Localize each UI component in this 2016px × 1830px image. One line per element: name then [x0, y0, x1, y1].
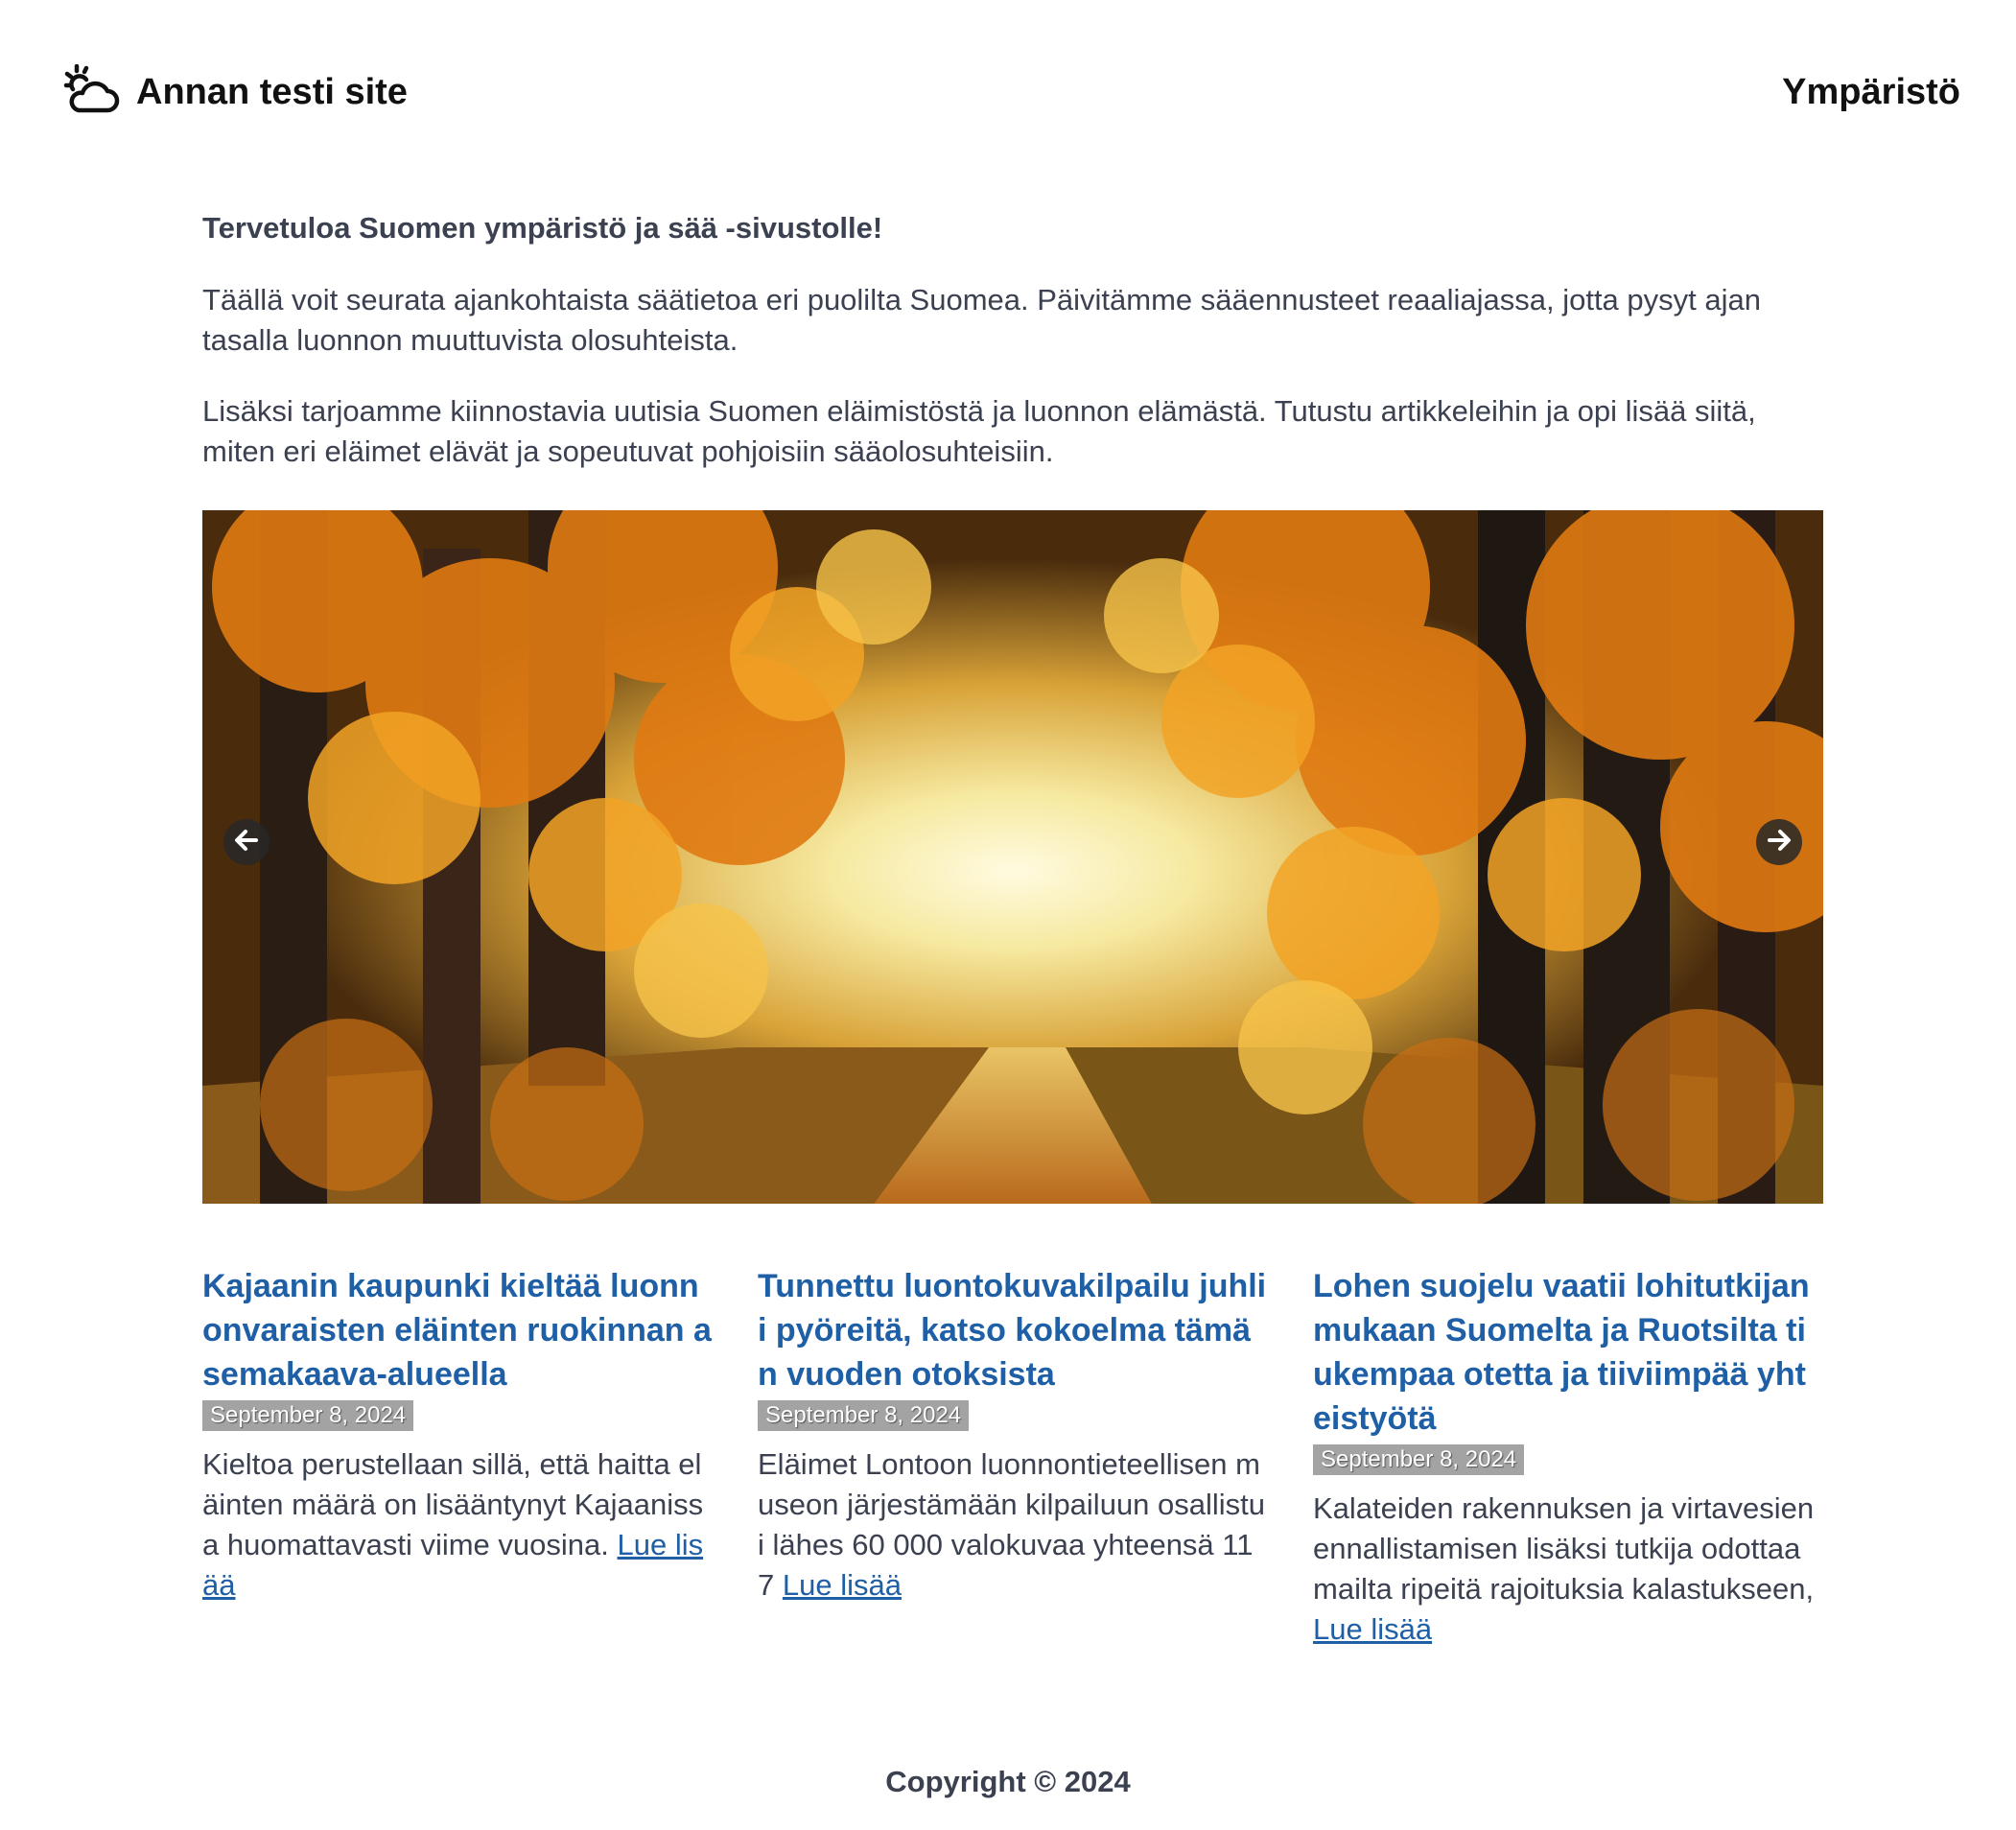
site-footer	[0, 1765, 2016, 1799]
article-card	[758, 1264, 1267, 1650]
article-date-badge: September 8, 2024	[202, 1400, 413, 1431]
article-date-badge: September 8, 2024	[1313, 1444, 1524, 1475]
autumn-forest-image	[202, 510, 1823, 1204]
intro-paragraph-1: Täällä voit seurata ajankohtaista säätietoa eri puolilta Suomea. Päivitämme sääennusteet reaaliajassa, jotta pysyt ajan tasalla luonnon muuttuvista olosuhteista.	[202, 283, 1761, 357]
article-excerpt-text: Kalateiden rakennuksen ja virtavesien ennallistamisen lisäksi tutkija odottaa mailta ripeitä rajoituksia kalastukseen,	[1313, 1491, 1815, 1606]
nav-link-ymparisto[interactable]: Ympäristö	[1782, 71, 1960, 112]
main-nav	[1782, 72, 1960, 113]
article-excerpt	[202, 1444, 712, 1606]
welcome-heading: Tervetuloa Suomen ympäristö ja sää -sivustolle!	[202, 211, 883, 245]
arrow-right-icon	[1763, 824, 1795, 861]
article-list	[202, 1264, 1823, 1650]
read-more-link[interactable]: Lue lisää	[782, 1568, 902, 1602]
read-more-link[interactable]: Lue lisää	[202, 1528, 704, 1602]
article-card	[1313, 1264, 1822, 1650]
article-excerpt-text: Eläimet Lontoon luonnontieteellisen museon järjestämään kilpailuun osallistui lähes 60 000 valokuvaa yhteensä 117	[758, 1447, 1266, 1602]
intro-paragraph-2: Lisäksi tarjoamme kiinnostavia uutisia Suomen eläimistöstä ja luonnon elämästä. Tutustu artikkeleihin ja opi lisää siitä, miten eri eläimet elävät ja sopeutuvat pohjoisiin sääolosuhteisiin.	[202, 394, 1756, 468]
read-more-link[interactable]: Lue lisää	[1313, 1612, 1433, 1646]
site-header	[63, 61, 1960, 123]
article-excerpt	[1313, 1489, 1822, 1650]
article-title-link[interactable]: Kajaanin kaupunki kieltää luonnonvaraisten eläinten ruokinnan asemakaava-alueella	[202, 1268, 712, 1393]
copyright-text: Copyright © 2024	[885, 1765, 1131, 1798]
article-card	[202, 1264, 712, 1650]
cloud-sun-icon	[63, 64, 121, 121]
article-date-badge: September 8, 2024	[758, 1400, 969, 1431]
site-brand-link[interactable]	[63, 64, 408, 121]
arrow-left-icon	[230, 824, 263, 861]
article-excerpt	[758, 1444, 1267, 1606]
site-title: Annan testi site	[136, 71, 408, 112]
article-excerpt-text: Kieltoa perustellaan sillä, että haitta eläinten määrä on lisääntynyt Kajaanissa huomattavasti viime vuosina.	[202, 1447, 704, 1561]
article-title-link[interactable]: Lohen suojelu vaatii lohitutkijan mukaan Suomelta ja Ruotsilta tiukempaa otetta ja tiiviimpää yhteistyötä	[1313, 1268, 1810, 1437]
carousel-next-button[interactable]	[1756, 819, 1802, 865]
main-content	[202, 211, 1823, 1646]
image-carousel	[202, 510, 1823, 1204]
article-title-link[interactable]: Tunnettu luontokuvakilpailu juhlii pyöreitä, katso kokoelma tämän vuoden otoksista	[758, 1268, 1267, 1393]
carousel-prev-button[interactable]	[223, 819, 270, 865]
